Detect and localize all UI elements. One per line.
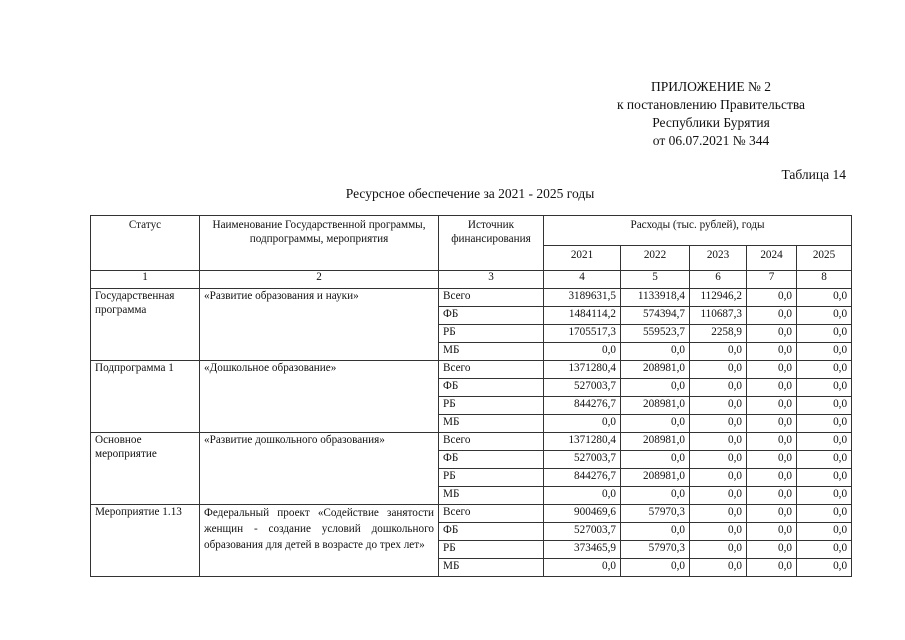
- value-cell: 110687,3: [690, 307, 747, 325]
- value-cell: 844276,7: [544, 469, 621, 487]
- source-cell: МБ: [439, 415, 544, 433]
- source-cell: МБ: [439, 559, 544, 577]
- document-title: Ресурсное обеспечение за 2021 - 2025 годы: [345, 186, 595, 201]
- value-cell: 0,0: [747, 379, 797, 397]
- value-cell: 0,0: [690, 343, 747, 361]
- column-number: 6: [690, 271, 747, 289]
- column-header-source: Источник финансирования: [439, 216, 544, 271]
- value-cell: 0,0: [544, 487, 621, 505]
- value-cell: 0,0: [797, 379, 852, 397]
- column-header-status: Статус: [91, 216, 200, 271]
- value-cell: 527003,7: [544, 451, 621, 469]
- source-cell: ФБ: [439, 523, 544, 541]
- value-cell: 0,0: [747, 289, 797, 307]
- source-cell: РБ: [439, 325, 544, 343]
- column-header-name: Наименование Государственной программы, подпрограммы, мероприятия: [200, 216, 439, 271]
- column-number: 4: [544, 271, 621, 289]
- source-cell: Всего: [439, 361, 544, 379]
- value-cell: 0,0: [797, 415, 852, 433]
- value-cell: 0,0: [747, 325, 797, 343]
- status-cell: Подпрограмма 1: [91, 361, 200, 433]
- value-cell: 0,0: [747, 307, 797, 325]
- value-cell: 0,0: [621, 523, 690, 541]
- column-number: 1: [91, 271, 200, 289]
- table-row: [91, 505, 852, 523]
- name-cell: «Развитие дошкольного образования»: [200, 433, 439, 505]
- value-cell: 527003,7: [544, 523, 621, 541]
- value-cell: 0,0: [747, 397, 797, 415]
- value-cell: 0,0: [621, 415, 690, 433]
- value-cell: 0,0: [621, 487, 690, 505]
- value-cell: 0,0: [747, 559, 797, 577]
- column-number: 3: [439, 271, 544, 289]
- header-row: [91, 216, 852, 246]
- source-cell: Всего: [439, 505, 544, 523]
- value-cell: 559523,7: [621, 325, 690, 343]
- value-cell: 1371280,4: [544, 361, 621, 379]
- value-cell: 0,0: [797, 559, 852, 577]
- value-cell: 527003,7: [544, 379, 621, 397]
- table-row: [91, 433, 852, 451]
- value-cell: 112946,2: [690, 289, 747, 307]
- value-cell: 0,0: [797, 343, 852, 361]
- value-cell: 0,0: [690, 541, 747, 559]
- appendix-header: [591, 78, 831, 150]
- year-header: 2021: [544, 245, 621, 270]
- source-cell: Всего: [439, 433, 544, 451]
- value-cell: 0,0: [621, 343, 690, 361]
- value-cell: 0,0: [621, 451, 690, 469]
- source-cell: МБ: [439, 343, 544, 361]
- source-cell: МБ: [439, 487, 544, 505]
- value-cell: 0,0: [690, 523, 747, 541]
- status-cell: Мероприятие 1.13: [91, 505, 200, 577]
- appendix-title: ПРИЛОЖЕНИЕ № 2: [650, 79, 772, 94]
- status-cell: Основное мероприятие: [91, 433, 200, 505]
- value-cell: 0,0: [797, 523, 852, 541]
- value-cell: 0,0: [747, 469, 797, 487]
- value-cell: 0,0: [690, 361, 747, 379]
- name-cell: «Развитие образования и науки»: [200, 289, 439, 361]
- value-cell: 0,0: [797, 433, 852, 451]
- value-cell: 3189631,5: [544, 289, 621, 307]
- value-cell: 0,0: [621, 379, 690, 397]
- value-cell: 0,0: [690, 415, 747, 433]
- source-cell: ФБ: [439, 379, 544, 397]
- year-header: 2022: [621, 245, 690, 270]
- year-header: 2025: [797, 245, 852, 270]
- value-cell: 0,0: [544, 343, 621, 361]
- value-cell: 0,0: [690, 397, 747, 415]
- value-cell: 0,0: [747, 451, 797, 469]
- source-cell: Всего: [439, 289, 544, 307]
- year-header: 2023: [690, 245, 747, 270]
- source-cell: ФБ: [439, 451, 544, 469]
- appendix-date: от 06.07.2021 № 344: [652, 133, 770, 148]
- value-cell: 0,0: [797, 397, 852, 415]
- value-cell: 2258,9: [690, 325, 747, 343]
- value-cell: 0,0: [690, 505, 747, 523]
- value-cell: 0,0: [690, 487, 747, 505]
- value-cell: 0,0: [797, 487, 852, 505]
- value-cell: 0,0: [747, 433, 797, 451]
- column-header-expenses: Расходы (тыс. рублей), годы: [544, 216, 852, 246]
- status-cell: Государственная программа: [91, 289, 200, 361]
- value-cell: 844276,7: [544, 397, 621, 415]
- value-cell: 0,0: [797, 325, 852, 343]
- value-cell: 0,0: [690, 379, 747, 397]
- value-cell: 0,0: [747, 415, 797, 433]
- value-cell: 0,0: [690, 451, 747, 469]
- value-cell: 0,0: [797, 505, 852, 523]
- value-cell: 0,0: [690, 469, 747, 487]
- value-cell: 0,0: [690, 559, 747, 577]
- value-cell: 208981,0: [621, 397, 690, 415]
- value-cell: 0,0: [797, 361, 852, 379]
- column-number: 5: [621, 271, 690, 289]
- value-cell: 57970,3: [621, 505, 690, 523]
- value-cell: 0,0: [747, 505, 797, 523]
- value-cell: 1705517,3: [544, 325, 621, 343]
- value-cell: 0,0: [797, 469, 852, 487]
- source-cell: РБ: [439, 541, 544, 559]
- source-cell: ФБ: [439, 307, 544, 325]
- value-cell: 1484114,2: [544, 307, 621, 325]
- name-cell: Федеральный проект «Содействие занятости женщин - создание условий дошкольного образования для детей в возрасте до трех лет»: [200, 505, 439, 577]
- value-cell: 0,0: [797, 289, 852, 307]
- name-cell: «Дошкольное образование»: [200, 361, 439, 433]
- value-cell: 0,0: [747, 343, 797, 361]
- value-cell: 574394,7: [621, 307, 690, 325]
- appendix-line: к постановлению Правительства: [616, 97, 806, 112]
- value-cell: 0,0: [797, 307, 852, 325]
- value-cell: 0,0: [747, 523, 797, 541]
- table-row: [91, 289, 852, 307]
- appendix-line: Республики Бурятия: [652, 115, 770, 130]
- column-number: 8: [797, 271, 852, 289]
- value-cell: 900469,6: [544, 505, 621, 523]
- resource-table: [90, 215, 852, 577]
- value-cell: 0,0: [747, 487, 797, 505]
- value-cell: 0,0: [690, 433, 747, 451]
- value-cell: 0,0: [621, 559, 690, 577]
- value-cell: 1371280,4: [544, 433, 621, 451]
- value-cell: 208981,0: [621, 433, 690, 451]
- value-cell: 208981,0: [621, 361, 690, 379]
- value-cell: 373465,9: [544, 541, 621, 559]
- value-cell: 0,0: [544, 559, 621, 577]
- value-cell: 57970,3: [621, 541, 690, 559]
- value-cell: 0,0: [797, 451, 852, 469]
- value-cell: 0,0: [544, 415, 621, 433]
- column-numbers-row: [91, 271, 852, 289]
- value-cell: 208981,0: [621, 469, 690, 487]
- source-cell: РБ: [439, 469, 544, 487]
- value-cell: 1133918,4: [621, 289, 690, 307]
- column-number: 2: [200, 271, 439, 289]
- value-cell: 0,0: [747, 361, 797, 379]
- value-cell: 0,0: [747, 541, 797, 559]
- value-cell: 0,0: [797, 541, 852, 559]
- table-number: Таблица 14: [781, 167, 846, 182]
- year-header: 2024: [747, 245, 797, 270]
- table-row: [91, 361, 852, 379]
- source-cell: РБ: [439, 397, 544, 415]
- column-number: 7: [747, 271, 797, 289]
